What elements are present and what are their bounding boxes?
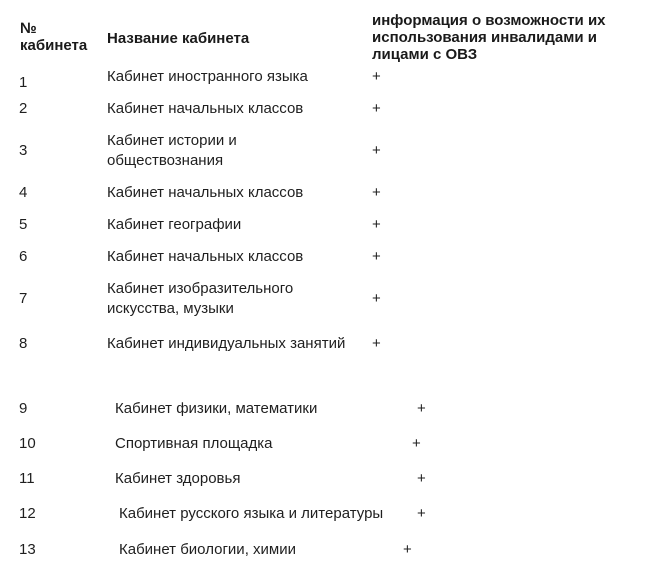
row-11-name: Кабинет здоровья [115,470,241,487]
row-2-number: 2 [19,100,28,117]
row-4-info: + [372,184,381,201]
header-cabinet-name: Название кабинета [107,30,250,47]
row-11-number: 11 [19,470,35,487]
row-7-number: 7 [19,290,28,307]
row-8-info: + [372,335,381,352]
row-13-number: 13 [19,541,36,558]
row-1-name: Кабинет иностранного языка [107,68,308,85]
row-4-name: Кабинет начальных классов [107,184,304,201]
row-12-number: 12 [19,505,36,522]
row-3-number: 3 [19,142,28,159]
row-13-info: + [403,541,412,558]
row-6-info: + [372,248,381,265]
row-11-info: + [417,470,426,487]
row-9-number: 9 [19,400,28,417]
row-10-number: 10 [19,435,36,452]
row-1-info: + [372,68,381,85]
row-8-number: 8 [19,335,28,352]
row-5-number: 5 [19,216,28,233]
row-9-name: Кабинет физики, математики [115,400,318,417]
row-9-info: + [417,400,426,417]
row-8-name: Кабинет индивидуальных занятий [107,335,346,352]
row-13-name: Кабинет биологии, химии [119,541,296,558]
row-7-info: + [372,290,381,307]
row-7-name: Кабинет изобразительного искусства, музыки [107,280,294,317]
row-12-info: + [417,505,426,522]
row-4-number: 4 [19,184,28,201]
row-6-name: Кабинет начальных классов [107,248,304,265]
row-10-name: Спортивная площадка [115,435,273,452]
header-cabinet-number: № кабинета [20,20,88,54]
header-accessibility-info: информация о возможности их использования инвалидами и лицами с ОВЗ [372,12,606,63]
row-3-info: + [372,142,381,159]
row-10-info: + [412,435,421,452]
row-12-name: Кабинет русского языка и литературы [119,505,384,522]
row-2-info: + [372,100,381,117]
row-3-name: Кабинет истории и обществознания [107,132,237,169]
row-5-info: + [372,216,381,233]
row-6-number: 6 [19,248,28,265]
row-5-name: Кабинет географии [107,216,242,233]
row-1-number: 1 [19,74,28,91]
row-2-name: Кабинет начальных классов [107,100,304,117]
